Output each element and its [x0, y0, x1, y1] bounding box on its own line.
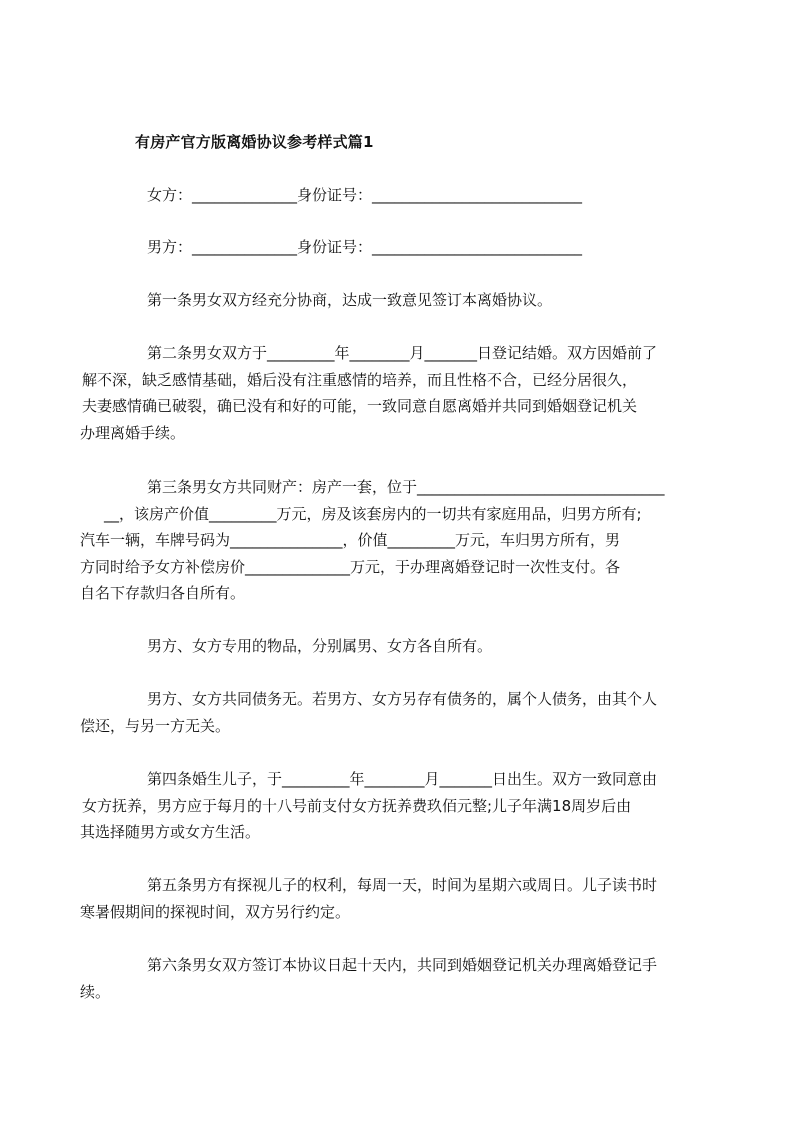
article-1: 第一条男女双方经充分协商，达成一致意见签订本离婚协议。 — [147, 291, 553, 309]
personal-items-clause: 男方、女方专用的物品，分别属男、女方各自所有。 — [147, 637, 493, 655]
article-3 — [80, 474, 720, 607]
article-3-line: 自名下存款归各自所有。 — [80, 584, 246, 602]
article-3-line: 汽车一辆，车牌号码为_______________，价值_________万元，车归男方所有，男 — [80, 531, 621, 549]
article-3-line: 方同时给予女方补偿房价______________万元，于办理离婚登记时一次性支付。各 — [80, 557, 621, 576]
wife-info-line: 女方：______________身份证号：____________________________ — [147, 186, 583, 204]
article-4-line: 女方抚养，男方应于每月的十八号前支付女方抚养费玖佰元整;儿子年满18周岁后由 — [82, 796, 632, 815]
article-3-line: 第三条男女方共同财产：房产一套，位于_________________________________ — [147, 478, 665, 496]
article-5-line: 第五条男方有探视儿子的权利，每周一天，时间为星期六或周日。儿子读书时 — [147, 876, 658, 894]
debts-line: 偿还，与另一方无关。 — [80, 716, 231, 735]
article-2-line: 办理离婚手续。 — [80, 423, 186, 442]
document-title: 有房产官方版离婚协议参考样式篇1 — [135, 133, 374, 151]
article-5-line: 寒暑假期间的探视时间，双方另行约定。 — [80, 902, 351, 921]
article-2 — [80, 340, 720, 446]
article-6-line: 第六条男女双方签订本协议日起十天内，共同到婚姻登记机关办理离婚登记手 — [147, 956, 658, 974]
article-6-line: 续。 — [80, 982, 111, 1001]
husband-info-line: 男方：______________身份证号：____________________________ — [147, 238, 583, 256]
article-5 — [80, 872, 720, 925]
debts-line: 男方、女方共同债务无。若男方、女方另存有债务的，属个人债务，由其个人 — [147, 690, 658, 708]
debts-clause — [80, 686, 720, 739]
article-2-line: 解不深，缺乏感情基础，婚后没有注重感情的培养，而且性格不合，已经分居很久， — [82, 370, 638, 389]
article-4-line: 第四条婚生儿子，于_________年________月_______日出生。双方一致同意由 — [147, 770, 658, 788]
article-4 — [80, 766, 720, 846]
article-6 — [80, 952, 720, 1005]
article-4-line: 其选择随男方或女方生活。 — [80, 823, 261, 841]
article-3-line: __，该房产价值_________万元，房及该套房内的一切共有家庭用品，归男方所有; — [104, 504, 642, 523]
article-2-line: 夫妻感情确已破裂，确已没有和好的可能，一致同意自愿离婚并共同到婚姻登记机关 — [82, 397, 638, 415]
article-2-line: 第二条男女双方于_________年________月_______日登记结婚。双方因婚前了 — [147, 344, 658, 362]
